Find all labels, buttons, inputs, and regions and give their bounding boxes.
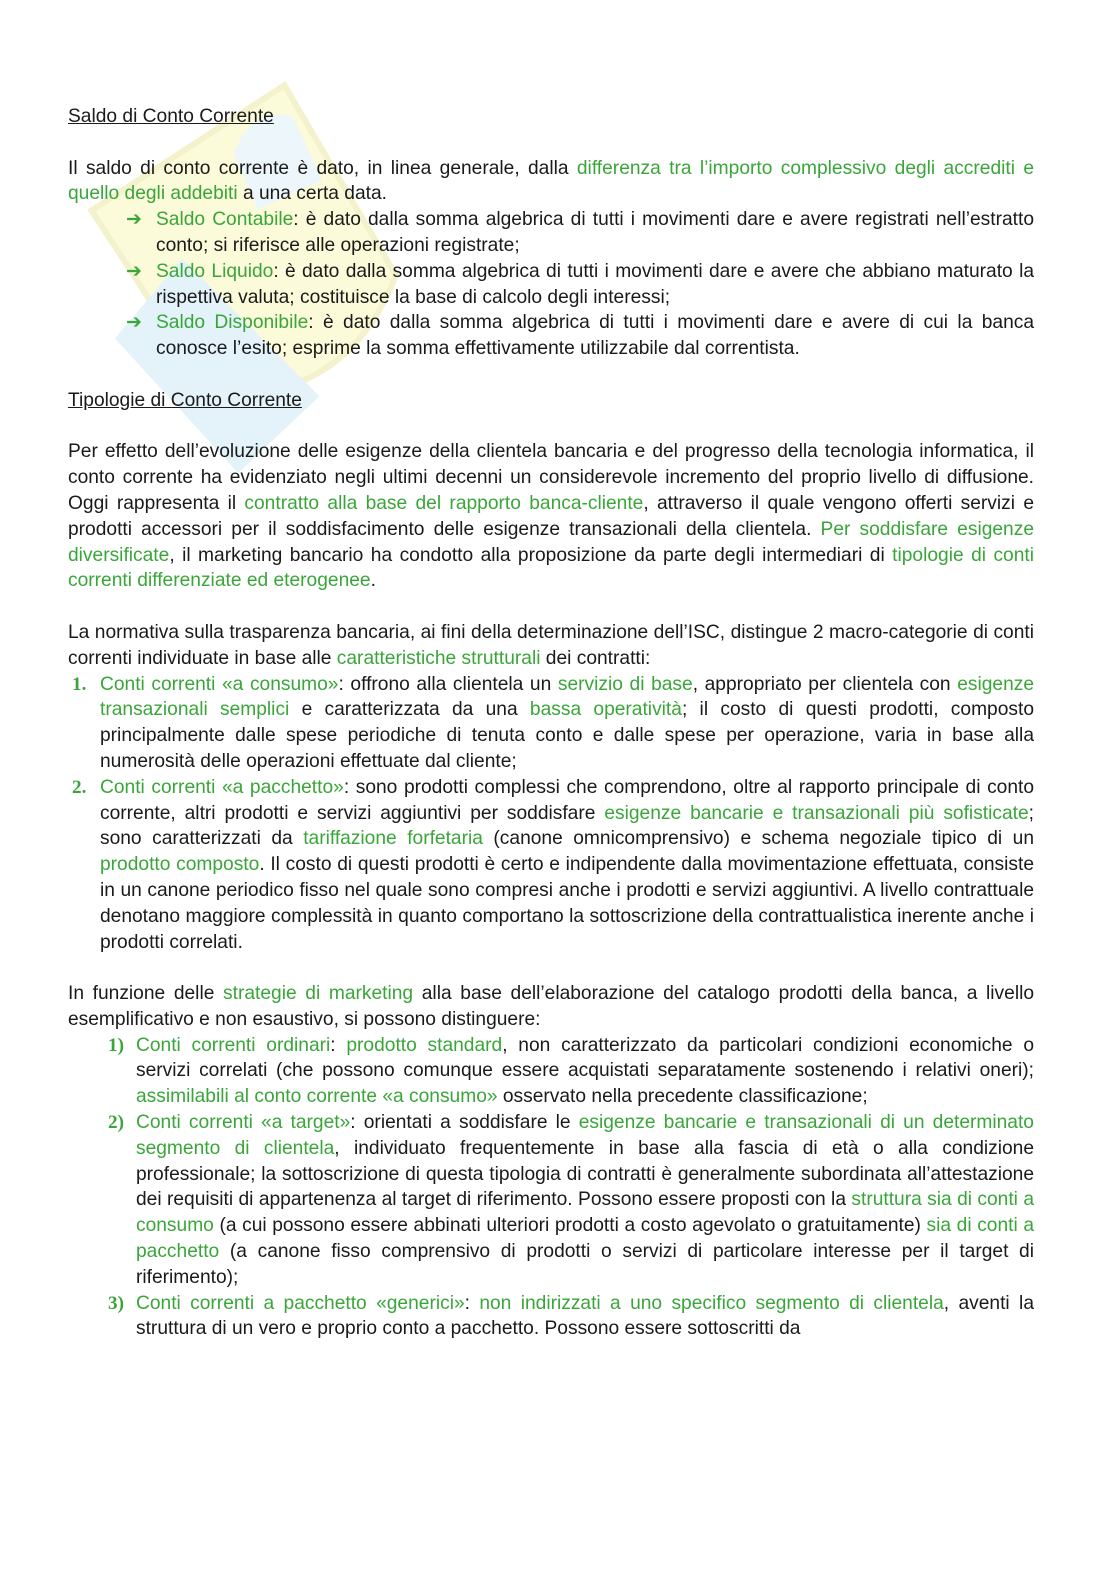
macro-categories-list (68, 672, 1034, 956)
saldo-intro-paragraph: Il saldo di conto corrente è dato, in linea generale, dalla differenza tra l’importo complessivo degli accrediti e quello degli addebiti a una certa data. (68, 157, 1034, 205)
tipologie-paragraph-2: La normativa sulla trasparenza bancaria, ai fini della determinazione dell’ISC, distingue 2 macro-categorie di conti correnti individuate in base alle caratteristiche strutturali dei contratti: (68, 621, 1034, 669)
tipologie-paragraph-1: Per effetto dell’evoluzione delle esigenze della clientela bancaria e del progresso della tecnologia informatica, il conto corrente ha evidenziato negli ultimi decenni un considerevole incremento del proprio livello di diffusione. Oggi rappresenta il contratto alla base del rapporto banca-cliente, attraverso il quale vengono offerti servizi e prodotti accessori per il soddisfacimento delle esigenze transazionali della clientela. Per soddisfare esigenze diversificate, il marketing bancario ha condotto alla proposizione da parte degli intermediari di tipologie di conti correnti differenziate ed eterogenee. (68, 441, 1035, 592)
arrow-right-icon: ➔ (126, 259, 142, 282)
list-item-saldo-contabile: ➔ Saldo Contabile: è dato dalla somma algebrica di tutti i movimenti dare e avere registrati nell’estratto conto; si riferisce alle operazioni registrate; (126, 208, 1034, 256)
list-item-generici: 3) Conti correnti a pacchetto «generici»: non indirizzati a uno specifico segmento di clientela, aventi la struttura di un vero e proprio conto a pacchetto. Possono essere sottoscritti da (108, 1292, 1034, 1340)
list-item-saldo-liquido: ➔ Saldo Liquido: è dato dalla somma algebrica di tutti i movimenti dare e avere che abbiano maturato la rispettiva valuta; costituisce la base di calcolo degli interessi; (126, 259, 1035, 308)
list-item-a-target: 2) Conti correnti «a target»: orientati a soddisfare le esigenze bancarie e transazionali di un determinato segmento di clientela, individuato frequentemente in base alla fascia di età o alla condizione professionale; la sottoscrizione di questa tipologia di contratti è generalmente subordinata all’attestazione dei requisiti di appartenenza al target di riferimento. Possono essere proposti con la struttura sia di conti a consumo (a cui possono essere abbinati ulteriori prodotti a costo agevolato o gratuitamente) sia di conti a pacchetto (a canone fisso comprensivo di prodotti o servizi di particolare interesse per il target di riferimento); (108, 1112, 1034, 1288)
arrow-right-icon: ➔ (126, 311, 142, 334)
saldo-types-list (68, 207, 1034, 362)
marketing-categories-list (68, 1033, 1034, 1343)
document-page (68, 104, 1034, 1342)
list-item-a-pacchetto: 2. Conti correnti «a pacchetto»: sono prodotti complessi che comprendono, oltre al rapporto principale di conto corrente, altri prodotti e servizi aggiuntivi per soddisfare esigenze bancarie e transazionali più sofisticate; sono caratterizzati da tariffazione forfetaria (canone omnicomprensivo) e schema negoziale tipico di un prodotto composto. Il costo di questi prodotti è certo e indipendente dalla movimentazione effettuata, consiste in un canone periodico fisso nel quale sono compresi anche i prodotti e servizi aggiuntivi. A livello contrattuale denotano maggiore complessità in quanto comportano la sottoscrizione della contrattualistica inerente anche i prodotti correlati. (72, 776, 1035, 953)
section-heading-saldo: Saldo di Conto Corrente (68, 106, 274, 127)
arrow-right-icon: ➔ (126, 208, 142, 231)
tipologie-paragraph-3: In funzione delle strategie di marketing alla base dell’elaborazione del catalogo prodotti della banca, a livello esemplificativo e non esaustivo, si possono distinguere: (68, 983, 1035, 1030)
list-item-ordinari: 1) Conti correnti ordinari: prodotto standard, non caratterizzato da particolari condizioni economiche o servizi correlati (che possono comunque essere acquistati separatamente sostenendo i relativi oneri); assimilabili al conto corrente «a consumo» osservato nella precedente classificazione; (108, 1034, 1034, 1108)
list-item-a-consumo: 1. Conti correnti «a consumo»: offrono alla clientela un servizio di base, appropriato per clientela con esigenze transazionali semplici e caratterizzata da una bassa operatività; il costo di questi prodotti, composto principalmente dalle spese periodiche di tenuta conto e dalle spese per operazione, varia in base alla numerosità delle operazioni effettuate dal cliente; (72, 673, 1035, 772)
section-heading-tipologie: Tipologie di Conto Corrente (68, 389, 302, 411)
list-item-saldo-disponibile: ➔ Saldo Disponibile: è dato dalla somma algebrica di tutti i movimenti dare e avere di cui la banca conosce l’esito; esprime la somma effettivamente utilizzabile dal correntista. (126, 311, 1035, 360)
